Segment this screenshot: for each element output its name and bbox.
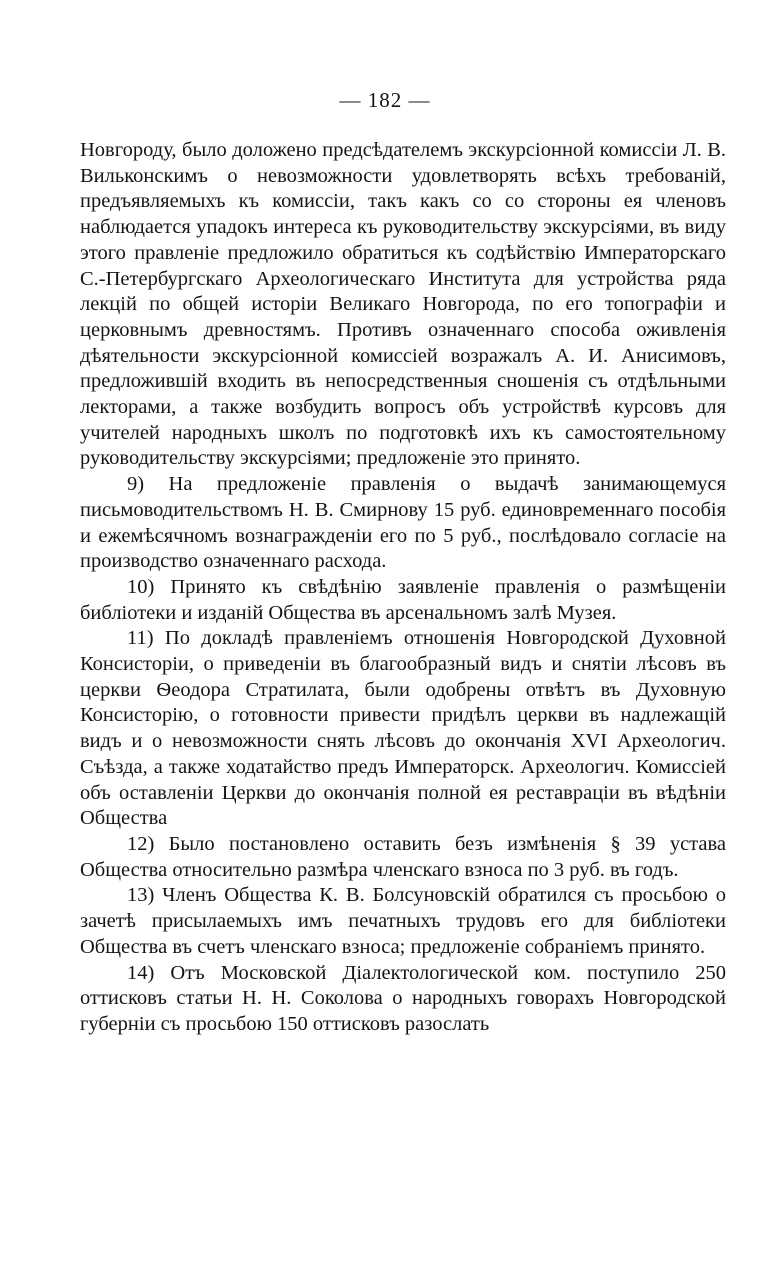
paragraph-item-12: 12) Было постановлено оставить безъ измѣненія § 39 устава Общества относительно размѣра членскаго взноса по 3 руб. въ годъ. — [80, 832, 726, 881]
page-number: — 182 — — [339, 88, 431, 112]
paragraph-item-9: 9) На предложеніе правленія о выдачѣ занимающемуся письмоводительствомъ Н. В. Смирнову 15 руб. единовременнаго пособія и ежемѣсячномъ вознагражденіи его по 5 руб., послѣдовало согласіе на производство означеннаго расхода. — [80, 473, 726, 573]
body-text — [80, 138, 726, 1038]
paragraph-item-11: 11) По докладѣ правленіемъ отношенія Новгородской Духовной Консисторіи, о приведеніи въ благообразный видъ и снятіи лѣсовъ въ церкви Ѳеодора Стратилата, были одобрены отвѣтъ въ Духовную Консисторію, о готовности привести придѣлъ церкви въ надлежащій видъ и о невозможности снять лѣсовъ до окончанія XVI Археологич. Съѣзда, а также ходатайство предъ Императорск. Археологич. Комиссіей объ оставленіи Церкви до окончанія полной ея реставраціи въ вѣдѣніи Общества — [80, 627, 726, 830]
paragraph-continuation: Новгороду, было доложено предсѣдателемъ экскурсіонной комиссіи Л. В. Вильконскимъ о невозможности удовлетворять всѣхъ требованій, предъявляемыхъ къ комиссіи, такъ какъ со со стороны ея членовъ наблюдается упадокъ интереса къ руководительству экскурсіями, въ виду этого правленіе предложило обратиться къ содѣйствію Императорскаго С.-Петербургскаго Археологическаго Института для устройства ряда лекцій по общей исторіи Великаго Новгорода, по его топографіи и церковнымъ древностямъ. Противъ означеннаго способа оживленія дѣятельности экскурсіонной комиссіей возражалъ А. И. Анисимовъ, предложившій входить въ непосредственныя сношенія съ отдѣльными лекторами, а также возбудить вопросъ объ устройствѣ курсовъ для учителей народныхъ школъ по подготовкѣ ихъ къ самостоятельному руководительству экскурсіями; предложеніе это принято. — [80, 139, 726, 470]
paragraph-item-13: 13) Членъ Общества К. В. Болсуновскій обратился съ просьбою о зачетѣ присылаемыхъ имъ печатныхъ трудовъ его для библіотеки Общества въ счетъ членскаго взноса; предложеніе собраніемъ принято. — [80, 884, 726, 958]
paragraph-item-14: 14) Отъ Московской Діалектологической ком. поступило 250 оттисковъ статьи Н. Н. Соколова о народныхъ говорахъ Новгородской губерніи съ просьбою 150 оттисковъ разослать — [80, 961, 726, 1035]
paragraph-item-10: 10) Принято къ свѣдѣнію заявленіе правленія о размѣщеніи библіотеки и изданій Общества въ арсенальномъ залѣ Музея. — [80, 575, 726, 624]
